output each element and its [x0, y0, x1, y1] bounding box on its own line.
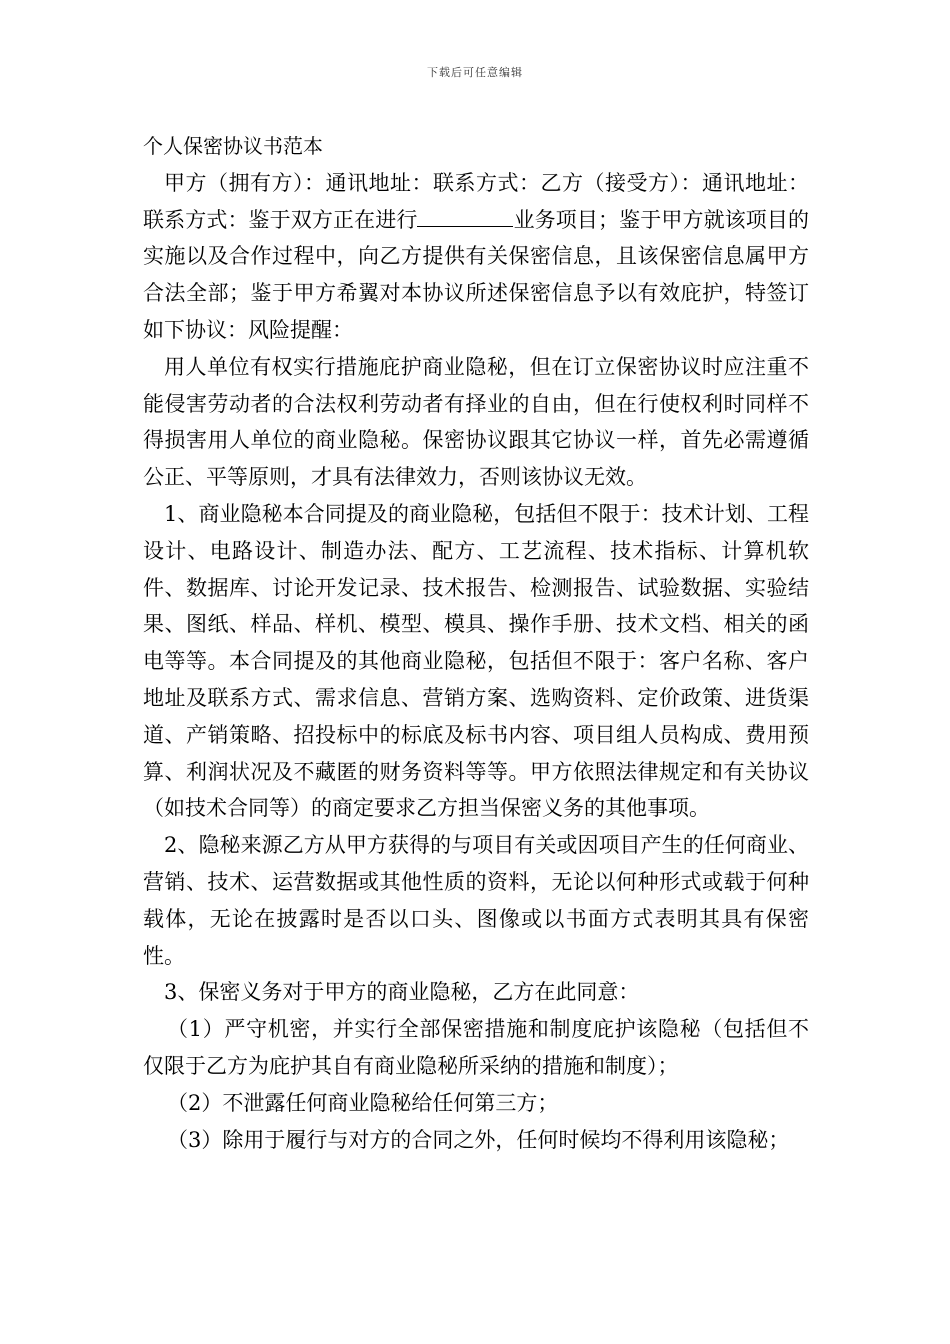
- page-header: 下载后可任意编辑: [427, 66, 523, 79]
- paragraph-2: 2、隐秘来源乙方从甲方获得的与项目有关或因项目产生的任何商业、营销、技术、运营数据或其他性质的资料，无论以何种形式或载于何种载体，无论在披露时是否以口头、图像或以书面方式表明其具有保密性。: [143, 833, 809, 968]
- paragraph-1: 1、商业隐秘本合同提及的商业隐秘，包括但不限于：技术计划、工程设计、电路设计、制造办法、配方、工艺流程、技术指标、计算机软件、数据库、讨论开发记录、技术报告、检测报告、试验数据、实验结果、图纸、样品、样机、模型、模具、操作手册、技术文档、相关的函电等等。本合同提及的其他商业隐秘，包括但不限于：客户名称、客户地址及联系方式、需求信息、营销方案、选购资料、定价政策、进货渠道、产销策略、招投标中的标底及标书内容、项目组人员构成、费用预算、利润状况及不藏匿的财务资料等等。甲方依照法律规定和有关协议（如技术合同等）的商定要求乙方担当保密义务的其他事项。: [143, 501, 809, 821]
- paragraph-3-3: （3）除用于履行与对方的合同之外，任何时候均不得利用该隐秘；: [167, 1127, 790, 1152]
- intro-text-a: 甲方（拥有方）：通讯地址：联系方式：乙方（接受方）：通讯地址：联系方式：鉴于双方正在进行: [143, 170, 809, 232]
- blank-underline: [417, 206, 513, 227]
- paragraph-risk: 用人单位有权实行措施庇护商业隐秘，但在订立保密协议时应注重不能侵害劳动者的合法权利劳动者有择业的自由，但在行使权利时同样不得损害用人单位的商业隐秘。保密协议跟其它协议一样，首先必需遵循公正、平等原则，才具有法律效力，否则该协议无效。: [143, 354, 809, 490]
- paragraph-3: 3、保密义务对于甲方的商业隐秘，乙方在此同意：: [164, 980, 640, 1005]
- paragraph-3-1: （1）严守机密，并实行全部保密措施和制度庇护该隐秘（包括但不仅限于乙方为庇护其自有商业隐秘所采纳的措施和制度）；: [143, 1017, 809, 1078]
- document-body: [143, 128, 809, 1158]
- intro-text-b: 业务项目；鉴于甲方就该项目的实施以及合作过程中，向乙方提供有关保密信息，且该保密信息属甲方合法全部；鉴于甲方希翼对本协议所述保密信息予以有效庇护，特签订如下协议：风险提醒：: [143, 207, 810, 342]
- document-title: 个人保密协议书范本: [143, 134, 323, 158]
- paragraph-3-2: （2）不泄露任何商业隐秘给任何第三方；: [167, 1090, 559, 1115]
- paragraph-intro: [143, 165, 809, 349]
